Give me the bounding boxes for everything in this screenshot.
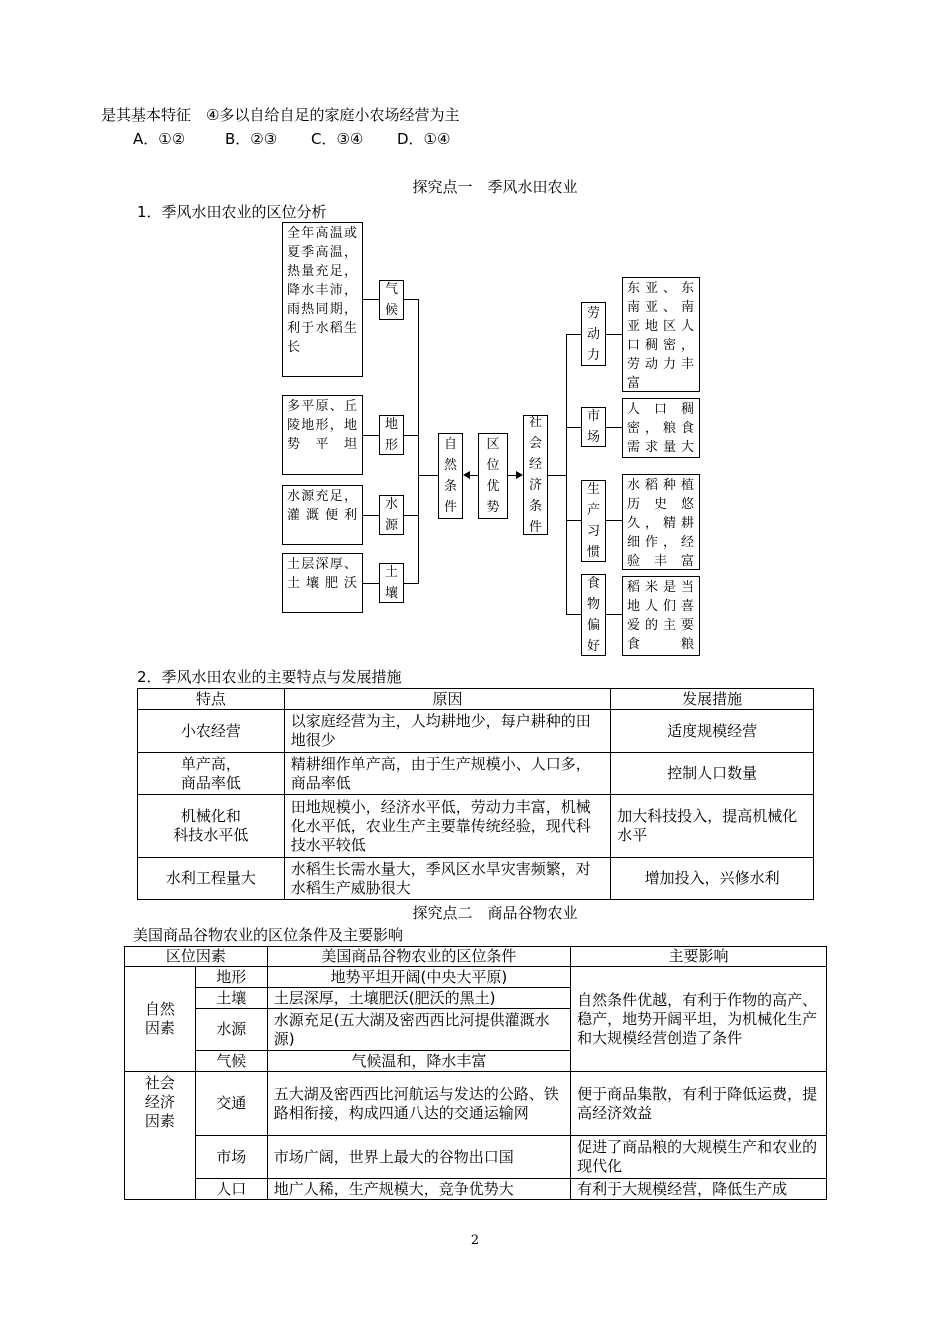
social-economic-box: 社 会 经 济 条 件 bbox=[523, 415, 548, 535]
soil-text-box: 土层深厚、土壤肥沃 bbox=[282, 553, 363, 613]
food-text-box: 稻米是当地人们喜爱的主要食粮 bbox=[622, 576, 700, 656]
answer-option: D．①④ bbox=[397, 130, 451, 148]
label-production-habit: 生 产 习 惯 bbox=[581, 480, 606, 562]
table-row: 市场 市场广阔，世界上最大的谷物出口国 促进了商品粮的大规模生产和农业的现代化 bbox=[125, 1136, 827, 1179]
label-climate: 气 候 bbox=[379, 280, 404, 320]
page-number: 2 bbox=[470, 1233, 480, 1248]
table-row: 社会 经济 因素 交通 五大湖及密西西比河航运与发达的公路、铁路相衔接，构成四通八达的交通运输网 便于商品集散，有利于降低运费，提高经济效益 bbox=[125, 1072, 827, 1136]
paddy-features-table bbox=[137, 688, 814, 900]
label-food-preference: 食 物 偏 好 bbox=[581, 574, 606, 656]
table-header: 原因 bbox=[284, 689, 610, 710]
subsection-title: 美国商品谷物农业的区位条件及主要影响 bbox=[133, 926, 404, 944]
section-title: 探究点二 商品谷物农业 bbox=[412, 904, 578, 922]
table-row: 小农经营 以家庭经营为主，人均耕地少，每户耕种的田地很少 适度规模经营 bbox=[138, 710, 814, 753]
label-terrain: 地 形 bbox=[379, 415, 404, 455]
label-water: 水 源 bbox=[379, 495, 404, 535]
market-text-box: 人口稠密，粮食需求量大 bbox=[622, 398, 700, 458]
intro-line: 是其基本特征 ④多以自给自足的家庭小农场经营为主 bbox=[101, 106, 460, 124]
table-row: 机械化和 科技水平低 田地规模小，经济水平低，劳动力丰富，机械化水平低，农业生产主要靠传统经验，现代科技水平较低 加大科技投入，提高机械化水平 bbox=[138, 795, 814, 858]
grain-farming-table bbox=[124, 946, 827, 1200]
habit-text-box: 水稻种植历史悠久，精耕细作，经验丰富 bbox=[622, 474, 700, 570]
label-market: 市 场 bbox=[581, 407, 606, 447]
subsection-title: 1．季风水田农业的区位分析 bbox=[137, 203, 327, 221]
group-label-social: 社会 经济 因素 bbox=[125, 1072, 196, 1200]
climate-text-box: 全年高温或夏季高温，热量充足，降水丰沛，雨热同期，利于水稻生长 bbox=[282, 222, 363, 377]
label-soil: 土 壤 bbox=[379, 563, 404, 603]
subsection-title: 2．季风水田农业的主要特点与发展措施 bbox=[137, 668, 402, 686]
group-label-natural: 自然 因素 bbox=[125, 967, 196, 1072]
answer-option: B．②③ bbox=[225, 130, 278, 148]
natural-effect: 自然条件优越，有利于作物的高产、稳产，地势开阔平坦，为机械化生产和大规模经营创造了条件 bbox=[571, 967, 827, 1072]
natural-conditions-box: 自 然 条 件 bbox=[438, 433, 463, 519]
table-header: 区位因素 bbox=[125, 947, 268, 967]
section-title: 探究点一 季风水田农业 bbox=[412, 178, 578, 196]
answer-option: A．①② bbox=[133, 130, 186, 148]
location-advantage-box: 区 位 优 势 bbox=[478, 433, 508, 519]
table-header: 发展措施 bbox=[611, 689, 814, 710]
table-row: 水利工程量大 水稻生长需水量大，季风区水旱灾害频繁，对水稻生产威胁很大 增加投入，兴修水利 bbox=[138, 858, 814, 900]
water-text-box: 水源充足，灌溉便利 bbox=[282, 485, 363, 545]
table-row: 自然 因素 地形 地势平坦开阔(中央大平原) 自然条件优越，有利于作物的高产、稳产，地势开阔平坦，为机械化生产和大规模经营创造了条件 bbox=[125, 967, 827, 988]
table-row: 水源 水源充足(五大湖及密西西比河提供灌溉水源) bbox=[125, 1009, 827, 1051]
table-header: 主要影响 bbox=[571, 947, 827, 967]
terrain-text-box: 多平原、丘陵地形，地势平坦 bbox=[282, 395, 363, 475]
labor-text-box: 东亚、东南亚、南亚地区人口稠密，劳动力丰富 bbox=[622, 277, 700, 392]
table-row: 土壤 土层深厚，土壤肥沃(肥沃的黑土) bbox=[125, 988, 827, 1009]
table-header: 美国商品谷物农业的区位条件 bbox=[267, 947, 570, 967]
answer-option: C．③④ bbox=[311, 130, 364, 148]
table-row: 气候 气候温和，降水丰富 bbox=[125, 1051, 827, 1072]
table-row: 单产高， 商品率低 精耕细作单产高，由于生产规模小、人口多，商品率低 控制人口数量 bbox=[138, 753, 814, 795]
label-labor: 劳 动 力 bbox=[581, 302, 606, 366]
table-row: 人口 地广人稀，生产规模大，竞争优势大 有利于大规模经营，降低生产成 bbox=[125, 1179, 827, 1200]
table-header: 特点 bbox=[138, 689, 285, 710]
